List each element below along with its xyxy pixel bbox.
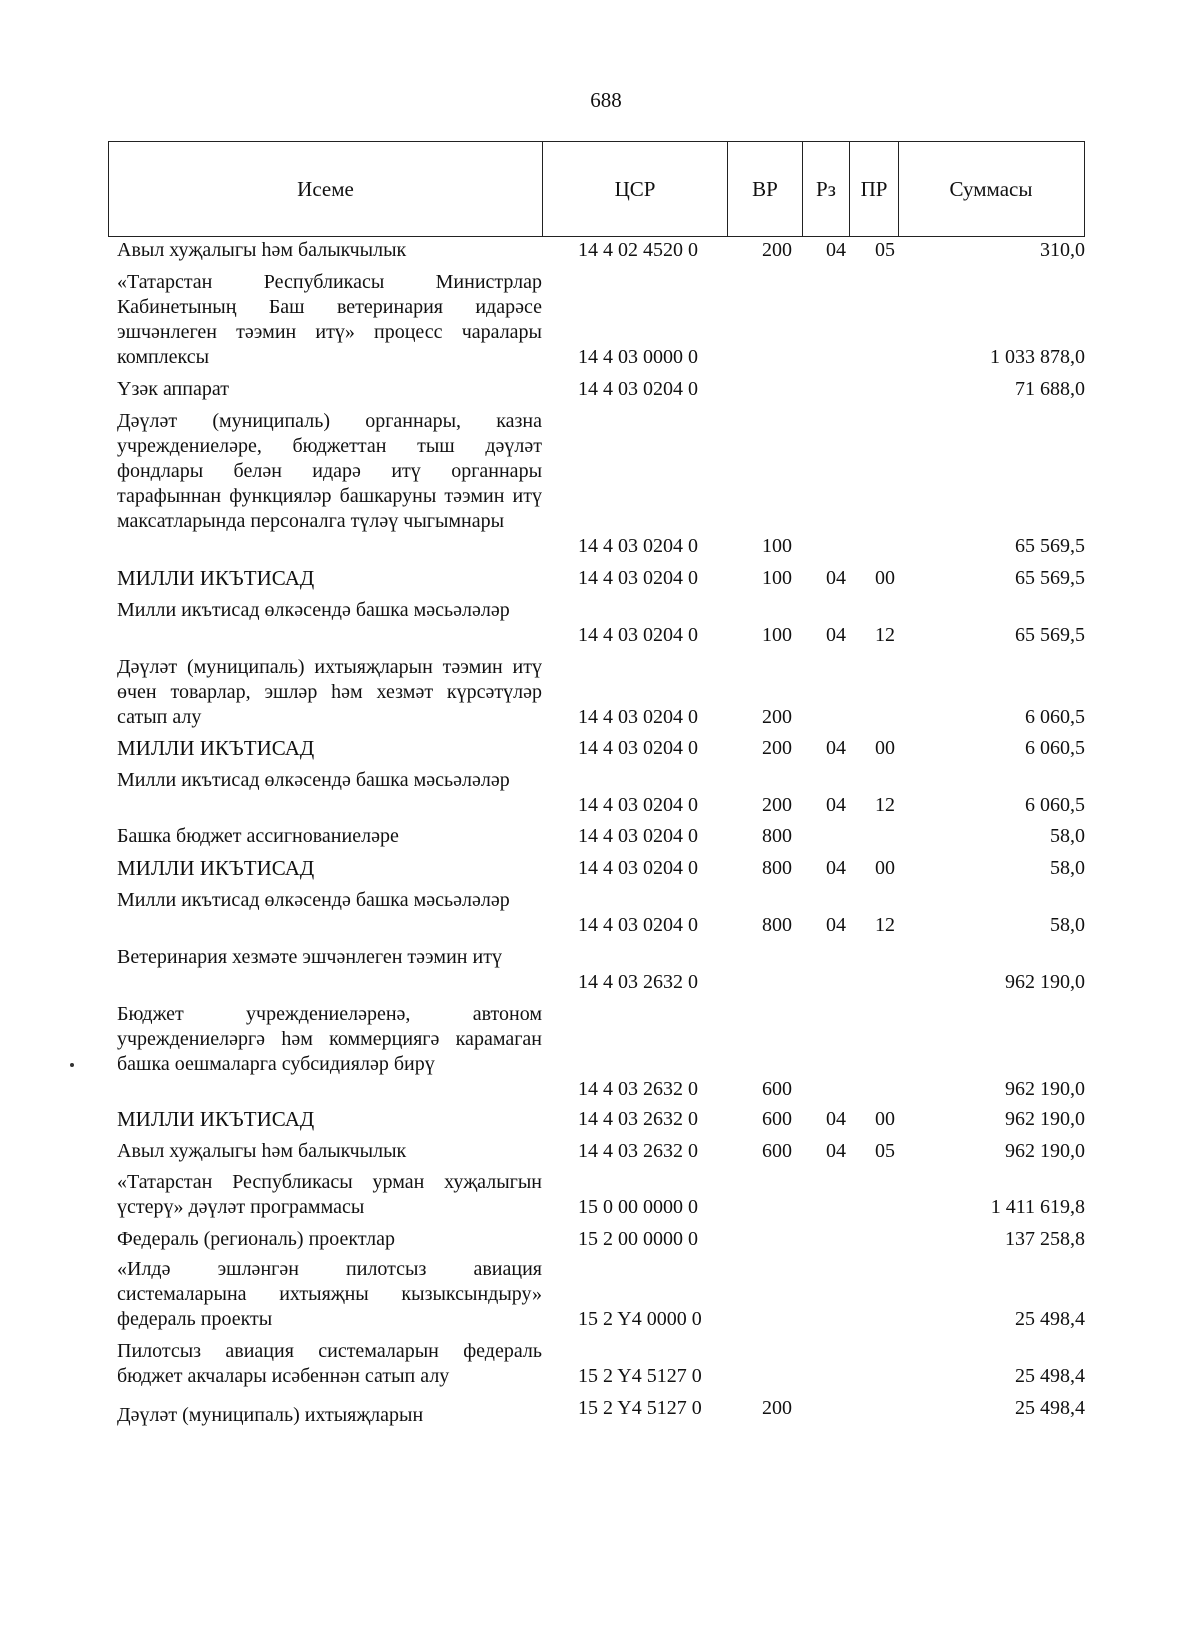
row-rz: 04 xyxy=(826,567,846,589)
row-rz: 04 xyxy=(826,624,846,646)
row-csr: 14 4 03 0204 0 xyxy=(578,914,698,936)
row-pr: 00 xyxy=(875,857,895,879)
row-sum: 6 060,5 xyxy=(1025,706,1085,728)
row-csr: 14 4 03 0204 0 xyxy=(578,706,698,728)
table-row xyxy=(0,655,1200,730)
table-row xyxy=(0,1257,1200,1332)
row-pr: 00 xyxy=(875,737,895,759)
row-sum: 25 498,4 xyxy=(1015,1365,1085,1387)
row-csr: 15 2 Y4 5127 0 xyxy=(578,1397,702,1419)
row-name: Бюджет учреждениеләренә, автоном учреждениеләргә һәм коммерциягә карамаган башка оешмаларга субсидияләр бирү xyxy=(117,1003,542,1075)
row-csr: 14 4 03 0000 0 xyxy=(578,346,698,368)
row-vr: 800 xyxy=(762,857,792,879)
row-name: Милли икътисад өлкәсендә башка мәсьәләләр xyxy=(117,599,510,621)
row-sum: 962 190,0 xyxy=(1005,1140,1085,1162)
row-sum: 25 498,4 xyxy=(1015,1308,1085,1330)
row-vr: 600 xyxy=(762,1140,792,1162)
table-row xyxy=(0,409,1200,559)
row-vr: 200 xyxy=(762,794,792,816)
row-name: «Илдә эшләнгән пилотсыз авиация системаларына ихтыяҗны кызыксындыру» федераль проекты xyxy=(117,1258,542,1330)
row-name: МИЛЛИ ИКЪТИСАД xyxy=(117,566,315,590)
row-csr: 14 4 03 2632 0 xyxy=(578,1078,698,1100)
row-csr: 14 4 03 2632 0 xyxy=(578,1108,698,1130)
row-rz: 04 xyxy=(826,737,846,759)
page-number: 688 xyxy=(590,88,622,112)
row-csr: 15 2 00 0000 0 xyxy=(578,1228,698,1250)
row-sum: 310,0 xyxy=(1040,239,1085,261)
row-rz: 04 xyxy=(826,239,846,261)
row-sum: 137 258,8 xyxy=(1005,1228,1085,1250)
header-sum: Суммасы xyxy=(898,142,1083,236)
header-name: Исеме xyxy=(297,176,354,201)
row-name: Милли икътисад өлкәсендә башка мәсьәләләр xyxy=(117,889,510,911)
row-vr: 200 xyxy=(762,1397,792,1419)
row-name: «Татарстан Республикасы Министрлар Кабинетының Баш ветеринария идарәсе эшчәнлеген тәэмин итү» процесс чаралары комплексы xyxy=(117,271,542,368)
row-sum: 58,0 xyxy=(1050,857,1085,879)
header-pr: ПР xyxy=(849,142,898,236)
row-pr: 00 xyxy=(875,567,895,589)
table-row xyxy=(0,736,1200,761)
row-name: «Татарстан Республикасы урман хуҗалыгын үстерү» дәүләт программасы xyxy=(117,1171,542,1218)
row-sum: 1 411 619,8 xyxy=(990,1196,1085,1218)
table-row xyxy=(0,1227,1200,1252)
table-row xyxy=(0,856,1200,881)
row-csr: 15 2 Y4 0000 0 xyxy=(578,1308,702,1330)
table-row xyxy=(0,1139,1200,1164)
row-name: Авыл хуҗалыгы һәм балыкчылык xyxy=(117,1140,407,1162)
row-vr: 800 xyxy=(762,914,792,936)
row-rz: 04 xyxy=(826,1108,846,1130)
table-row xyxy=(0,238,1200,263)
row-vr: 800 xyxy=(762,825,792,847)
row-pr: 12 xyxy=(875,794,895,816)
row-sum: 25 498,4 xyxy=(1015,1397,1085,1419)
row-csr: 15 0 00 0000 0 xyxy=(578,1196,698,1218)
row-name: МИЛЛИ ИКЪТИСАД xyxy=(117,736,315,760)
row-vr: 200 xyxy=(762,706,792,728)
row-vr: 600 xyxy=(762,1108,792,1130)
row-sum: 58,0 xyxy=(1050,825,1085,847)
row-vr: 100 xyxy=(762,624,792,646)
row-sum: 65 569,5 xyxy=(1015,624,1085,646)
row-name: МИЛЛИ ИКЪТИСАД xyxy=(117,1107,315,1131)
row-rz: 04 xyxy=(826,1140,846,1162)
row-sum: 1 033 878,0 xyxy=(990,346,1085,368)
table-row xyxy=(0,1107,1200,1132)
row-sum: 58,0 xyxy=(1050,914,1085,936)
row-csr: 14 4 03 0204 0 xyxy=(578,794,698,816)
row-sum: 6 060,5 xyxy=(1025,737,1085,759)
row-name: Авыл хуҗалыгы һәм балыкчылык xyxy=(117,239,407,261)
row-csr: 14 4 03 0204 0 xyxy=(578,825,698,847)
table-row xyxy=(0,377,1200,402)
row-csr: 14 4 03 0204 0 xyxy=(578,624,698,646)
header-csr: ЦСР xyxy=(542,142,727,236)
row-pr: 05 xyxy=(875,1140,895,1162)
row-rz: 04 xyxy=(826,794,846,816)
table-header xyxy=(108,141,1085,237)
row-name: Дәүләт (муниципаль) ихтыяҗларын тәэмин итү өчен товарлар, эшләр һәм хезмәт күрсәтүләр сатып алу xyxy=(117,656,542,728)
table-row xyxy=(0,1002,1200,1102)
table-row xyxy=(0,768,1200,818)
table-row xyxy=(0,824,1200,849)
table-row xyxy=(0,888,1200,938)
row-csr: 14 4 03 0204 0 xyxy=(578,737,698,759)
row-csr: 14 4 02 4520 0 xyxy=(578,239,698,261)
row-vr: 200 xyxy=(762,239,792,261)
row-pr: 12 xyxy=(875,624,895,646)
row-csr: 15 2 Y4 5127 0 xyxy=(578,1365,702,1387)
row-csr: 14 4 03 2632 0 xyxy=(578,971,698,993)
row-csr: 14 4 03 0204 0 xyxy=(578,567,698,589)
table-row xyxy=(0,1170,1200,1220)
row-sum: 962 190,0 xyxy=(1005,1108,1085,1130)
row-name: Башка бюджет ассигнованиеләре xyxy=(117,825,399,847)
row-sum: 962 190,0 xyxy=(1005,971,1085,993)
row-rz: 04 xyxy=(826,857,846,879)
scan-speck xyxy=(70,1063,74,1067)
row-vr: 100 xyxy=(762,567,792,589)
row-vr: 200 xyxy=(762,737,792,759)
row-name: Дәүләт (муниципаль) ихтыяҗларын xyxy=(117,1404,424,1426)
header-vr: ВР xyxy=(727,142,802,236)
table-row xyxy=(0,598,1200,648)
row-name: МИЛЛИ ИКЪТИСАД xyxy=(117,856,315,880)
table-row xyxy=(0,945,1200,995)
table-row xyxy=(0,1339,1200,1389)
row-name: Милли икътисад өлкәсендә башка мәсьәләләр xyxy=(117,769,510,791)
row-name: Федераль (региональ) проектлар xyxy=(117,1228,395,1250)
row-csr: 14 4 03 0204 0 xyxy=(578,378,698,400)
row-sum: 71 688,0 xyxy=(1015,378,1085,400)
row-csr: 14 4 03 2632 0 xyxy=(578,1140,698,1162)
row-sum: 65 569,5 xyxy=(1015,567,1085,589)
row-vr: 100 xyxy=(762,535,792,557)
row-pr: 12 xyxy=(875,914,895,936)
row-name: Ветеринария хезмәте эшчәнлеген тәэмин итү xyxy=(117,946,502,968)
table-row xyxy=(0,270,1200,370)
table-row xyxy=(0,1396,1200,1426)
row-csr: 14 4 03 0204 0 xyxy=(578,535,698,557)
row-name: Пилотсыз авиация системаларын федераль бюджет акчалары исәбеннән сатып алу xyxy=(117,1340,542,1387)
row-csr: 14 4 03 0204 0 xyxy=(578,857,698,879)
row-sum: 6 060,5 xyxy=(1025,794,1085,816)
row-pr: 05 xyxy=(875,239,895,261)
row-vr: 600 xyxy=(762,1078,792,1100)
row-name: Дәүләт (муниципаль) органнары, казна учреждениеләре, бюджеттан тыш дәүләт фондлары белән идарә итү органнары тарафыннан функцияләр башкаруны тәэмин итү максатларында персоналга түләү чыгымнары xyxy=(117,410,542,532)
row-name: Үзәк аппарат xyxy=(117,378,229,400)
table-row xyxy=(0,566,1200,591)
row-pr: 00 xyxy=(875,1108,895,1130)
row-rz: 04 xyxy=(826,914,846,936)
header-rz: Рз xyxy=(802,142,849,236)
row-sum: 962 190,0 xyxy=(1005,1078,1085,1100)
row-sum: 65 569,5 xyxy=(1015,535,1085,557)
